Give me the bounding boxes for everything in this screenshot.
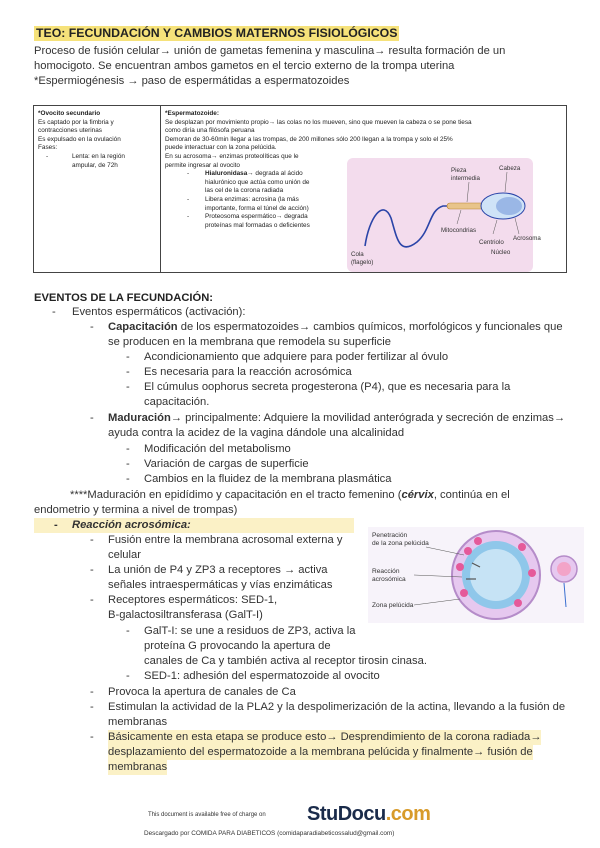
corona-cell <box>514 599 522 607</box>
label-nucleo: Núcleo <box>491 249 511 256</box>
dash-bullet: - <box>46 152 49 160</box>
label-zona-pelucida-pen: de la zona pelúcida <box>372 540 429 547</box>
maduracion-item: Cambios en la fluidez de la membrana plasmática <box>144 473 392 485</box>
dash-bullet: - <box>52 306 56 318</box>
nucleus-shape <box>496 197 522 215</box>
reaccion-summary: desplazamiento del espermatozoide a la membrana pelúcida y finalmente→ fusión de <box>108 746 533 758</box>
maduracion-rest: → principalmente: Adquiere la movilidad anterógrada y secreción de enzimas→ <box>170 412 566 424</box>
esperma-heading: *Espermatozoide: <box>165 110 219 117</box>
gametes-table <box>33 105 567 273</box>
label-centriolo: Centriolo <box>479 239 504 246</box>
esperma-line: Se desplazan por movimiento propio→ las colas no los mueven, sino que mueven la cabeza o se pone tiesa <box>165 118 472 126</box>
dash-bullet: - <box>90 594 94 606</box>
dash-bullet: - <box>187 213 190 221</box>
ovocito-line: Es captado por la fimbria y <box>38 118 114 126</box>
maduracion-item: Modificación del metabolismo <box>144 443 291 455</box>
reaccion-item: Fusión entre la membrana acrosomal externa y <box>108 534 343 546</box>
dash-bullet: - <box>126 351 130 363</box>
reaccion-item: señales intraespermáticas y vías enzimáticas <box>108 579 333 591</box>
capacitacion-line <box>108 320 563 335</box>
ovocito-line: Fases: <box>38 144 58 152</box>
note-text: ****Maduración en epidídimo y capacitación en el tracto femenino ( <box>70 489 402 501</box>
enzyme-text: las cel de la corona radiada <box>205 187 284 195</box>
dash-bullet: - <box>126 473 130 485</box>
dash-bullet: - <box>126 625 130 637</box>
dash-bullet: - <box>126 366 130 378</box>
maduracion-cont: ayuda contra la acidez de la vagina dándole una alcalinidad <box>108 427 405 439</box>
fertilization-diagram <box>368 527 584 623</box>
dash-bullet: - <box>187 170 190 178</box>
enzyme-text <box>205 170 345 179</box>
maduracion-line <box>108 411 565 426</box>
dash-bullet: - <box>90 731 94 743</box>
label-cola: Cola <box>351 251 364 258</box>
capacitacion-bold: Capacitación <box>108 321 178 333</box>
espermatozoide-cell <box>161 106 567 273</box>
dash-bullet: - <box>126 670 130 682</box>
label-cabeza: Cabeza <box>499 165 521 172</box>
logo-text: StuDocu <box>307 803 386 825</box>
label-intermedia: intermedia <box>451 175 480 182</box>
esperma-line: En su acrosoma→ enzimas proteolíticas que le <box>165 152 299 160</box>
enzyme-bold: Hialuronidasa <box>205 170 248 178</box>
capacitacion-item: capacitación. <box>144 396 210 408</box>
intro-paragraph <box>34 44 574 89</box>
reaccion-subitem: canales de Ca y también activa al receptor tirosin cinasa. <box>144 655 427 667</box>
intro-line: homocigoto. Se encuentran ambos gametos en el tercio externo de la trompa uterina <box>34 60 455 72</box>
reaccion-subitem: SED-1: adhesión del espermatozoide al ovocito <box>144 670 380 682</box>
corona-cell <box>456 563 464 571</box>
logo-suffix: .com <box>385 803 431 825</box>
reaccion-item: Estimulan la actividad de la PLA2 y la despolimerización de la actina, llevando a la fusión de <box>108 701 566 713</box>
eventos-line: Eventos espermáticos (activación): <box>72 306 246 318</box>
reaccion-item: Receptores espermáticos: SED-1, <box>108 594 278 606</box>
esperma-line: permite ingresar al ovocito <box>165 161 240 169</box>
dash-bullet: - <box>187 195 190 203</box>
dash-bullet: - <box>90 412 94 424</box>
dash-bullet: - <box>126 458 130 470</box>
enzyme-text: hialurónico que actúa como unión de <box>205 178 310 186</box>
intro-line: Proceso de fusión celular→ unión de gametas femenina y masculina→ resulta formación de un <box>34 45 506 57</box>
footer-free-text: This document is available free of charge on <box>148 812 266 818</box>
footer-download-text: Descargado por COMIDA PARA DIABETICOS (comidaparadiabeticossalud@gmail.com) <box>144 830 395 837</box>
corona-cell <box>464 547 472 555</box>
label-acrosomica: acrosómica <box>372 576 406 583</box>
dash-bullet: - <box>54 519 58 531</box>
label-reaccion: Reacción <box>372 568 400 575</box>
note-line <box>70 488 510 503</box>
label-acrosoma: Acrosoma <box>513 235 541 242</box>
page-title: TEO: FECUNDACIÓN Y CAMBIOS MATERNOS FISIOLÓGICOS <box>36 26 398 40</box>
label-flagelo: (flagelo) <box>351 259 374 266</box>
capacitacion-item: Es necesaria para la reacción acrosómica <box>144 366 352 378</box>
sperm-diagram <box>347 158 541 272</box>
ovocyte-core <box>470 549 522 601</box>
reaccion-item: membranas <box>108 716 168 728</box>
capacitacion-item: Acondicionamiento que adquiere para poder fertilizar al óvulo <box>144 351 449 363</box>
corona-cell <box>460 589 468 597</box>
esperma-line: puede interactuar con la zona pelúcida. <box>165 144 277 152</box>
reaccion-item: celular <box>108 549 141 561</box>
small-egg-core <box>557 562 571 576</box>
dash-bullet: - <box>90 564 94 576</box>
dash-bullet: - <box>90 534 94 546</box>
capacitacion-rest: de los espermatozoides→ cambios químicos, morfológicos y funcionales que <box>177 321 563 333</box>
label-mitocondrias: Mitocondrias <box>441 227 477 234</box>
reaccion-heading: Reacción acrosómica: <box>72 519 191 531</box>
note-bold: cérvix <box>401 489 434 501</box>
studocu-logo[interactable] <box>307 803 430 826</box>
enzyme-text: Proteosoma espermático→ degrada <box>205 213 308 221</box>
reaccion-subitem: proteína G provocando la apertura de <box>144 640 331 652</box>
note-text: , continúa en el <box>433 489 510 501</box>
reaccion-subitem: GalT-I: se une a residuos de ZP3, activa la <box>144 625 356 637</box>
enzyme-item <box>165 213 345 230</box>
label-pieza: Pieza <box>451 167 467 174</box>
dash-bullet: - <box>90 321 94 333</box>
ovocito-cell <box>34 106 161 273</box>
ovocito-heading: *Ovocito secundario <box>38 110 101 117</box>
enzyme-text: proteínas mal formadas o deficientes <box>205 221 310 229</box>
intro-line: *Espermiogénesis → paso de espermátidas a espermatozoides <box>34 75 350 87</box>
esperma-line: como diría una filósofa peruana <box>165 127 255 135</box>
corona-cell <box>518 543 526 551</box>
phase-text: Lenta: en la región <box>72 152 125 160</box>
maduracion-item: Variación de cargas de superficie <box>144 458 309 470</box>
maduracion-bold: Maduración <box>108 412 171 424</box>
reaccion-summary: membranas <box>108 761 168 773</box>
enzyme-text: importante, forma el túnel de acción) <box>205 204 309 212</box>
enzyme-item <box>165 196 345 213</box>
note-line: endometrio y termina a nivel de trompas) <box>34 504 238 516</box>
midpiece <box>447 203 485 209</box>
ovocito-line: contracciones uterinas <box>38 127 102 135</box>
phase-text: ampular, de 72h <box>72 161 118 169</box>
label-penetracion: Penetración <box>372 532 408 539</box>
reaccion-item: B-galactosiltransferasa (GalT-I) <box>108 609 263 621</box>
esperma-line: Demoran de 30-60min llegar a las trompas, de 200 millones sólo 200 llegan a la trompa y solo el 25% <box>165 135 453 143</box>
capacitacion-cont: se producen en la membrana que remodela su superficie <box>108 336 391 348</box>
reaccion-summary: Básicamente en esta etapa se produce esto→ Desprendimiento de la corona radiada→ <box>108 731 542 743</box>
enzyme-item <box>165 170 345 196</box>
dash-bullet: - <box>126 443 130 455</box>
reaccion-item: Provoca la apertura de canales de Ca <box>108 686 296 698</box>
capacitacion-item: El cúmulus oophorus secreta progesterona (P4), que es necesaria para la <box>144 381 511 393</box>
ovocito-line: Es expulsado en la ovulación <box>38 135 121 143</box>
ovocito-phase-item <box>38 153 156 170</box>
enzyme-text: Libera enzimas: acrosina (la más <box>205 195 299 203</box>
enzyme-rest: → degrada al ácido <box>247 170 303 178</box>
dash-bullet: - <box>126 381 130 393</box>
reaccion-item: La unión de P4 y ZP3 a receptores → activa <box>108 564 328 576</box>
dash-bullet: - <box>90 701 94 713</box>
label-zona-pelucida: Zona pelúcida <box>372 602 414 609</box>
corona-cell <box>528 569 536 577</box>
corona-cell <box>474 537 482 545</box>
eventos-heading: EVENTOS DE LA FECUNDACIÓN: <box>34 292 214 304</box>
dash-bullet: - <box>90 686 94 698</box>
